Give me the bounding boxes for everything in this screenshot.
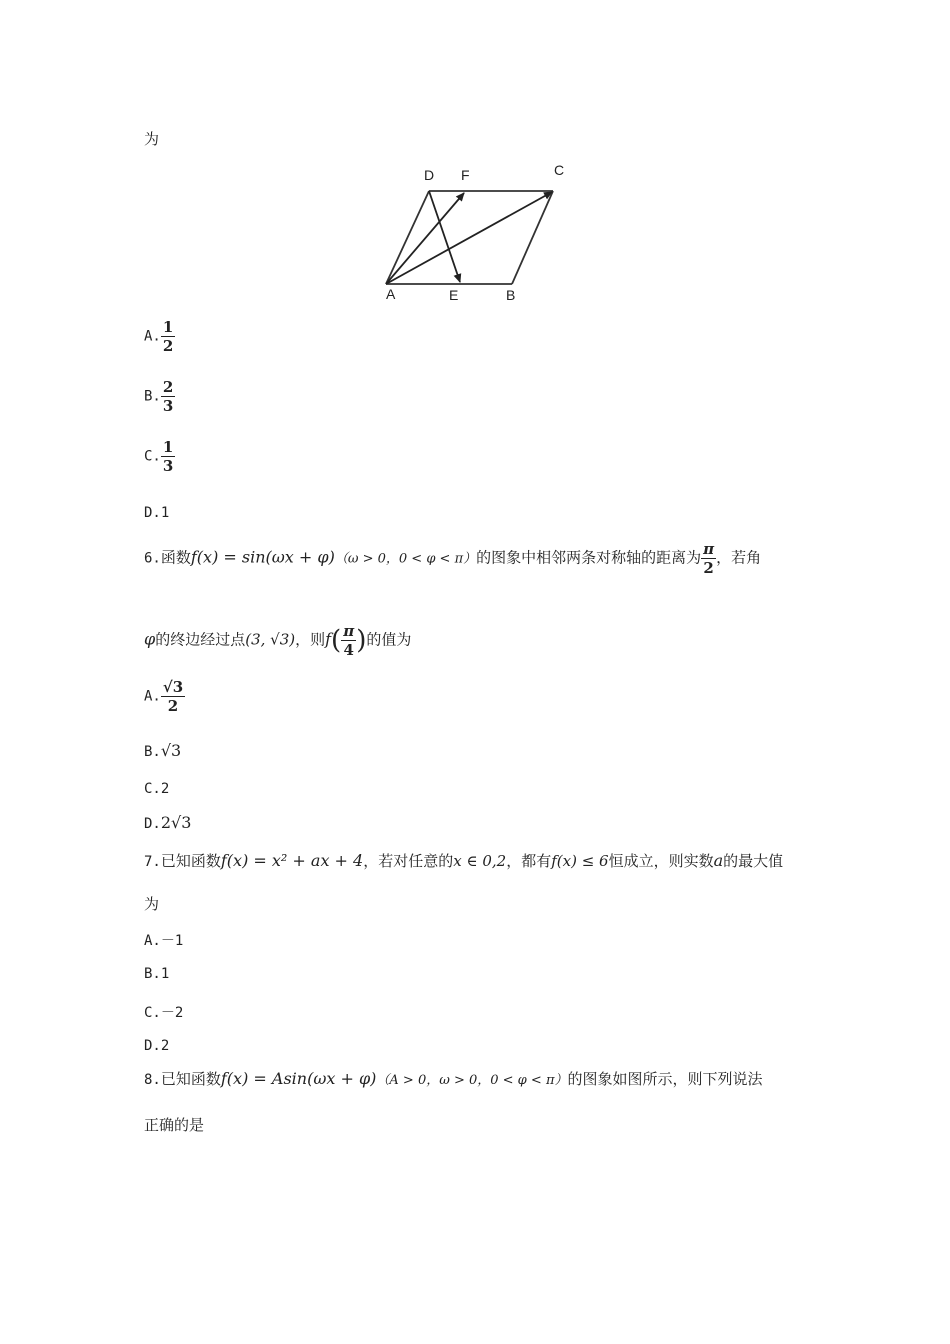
q5-option-c: C. $\frac{1}{3}$ bbox=[144, 438, 174, 475]
q7-option-c: C.－2 bbox=[144, 1005, 184, 1021]
question-number: 7. bbox=[144, 854, 161, 870]
q5-tail-text: 为 bbox=[144, 130, 160, 148]
parallelogram-figure bbox=[376, 160, 576, 310]
fraction-pi-over-4: $\frac{\pi}{4}$ bbox=[343, 622, 355, 659]
question-number: 6. bbox=[144, 550, 161, 567]
q6-option-d: D.2√3 bbox=[144, 813, 192, 832]
label-f: F bbox=[461, 167, 470, 183]
q6-line-2: φ的终边经过点(3, √3)，则f( $\frac{\pi}{4}$ )的值为 bbox=[144, 622, 412, 659]
q5-option-b: B. $\frac{2}{3}$ bbox=[144, 378, 174, 415]
fraction: $\frac{1}{2}$ bbox=[162, 318, 174, 355]
label-e: E bbox=[449, 287, 459, 303]
vector-de bbox=[429, 191, 460, 282]
q7-option-d: D.2 bbox=[144, 1038, 170, 1054]
q5-option-a: A. $\frac{1}{2}$ bbox=[144, 318, 174, 355]
edge-bc bbox=[512, 191, 553, 284]
q7-option-a: A.－1 bbox=[144, 933, 184, 949]
edge-ad bbox=[386, 191, 429, 284]
vector-ac bbox=[386, 192, 552, 284]
point: (3, √3) bbox=[245, 630, 296, 649]
label-c: C bbox=[554, 162, 565, 178]
q6-option-b: B.√3 bbox=[144, 741, 182, 760]
fraction: $\frac{1}{3}$ bbox=[162, 438, 174, 475]
q7-line-1: 7.已知函数f(x) = x² + ax + 4，若对任意的x ∈ 0,2，都有f(x) ≤ 6恒成立，则实数a的最大值 bbox=[144, 851, 784, 870]
label-a: A bbox=[386, 286, 396, 302]
q7-option-b: B.1 bbox=[144, 966, 170, 982]
fraction: $\frac{2}{3}$ bbox=[162, 378, 174, 415]
q8-line-2: 正确的是 bbox=[144, 1116, 205, 1134]
vector-af bbox=[386, 193, 464, 284]
label-b: B bbox=[506, 287, 516, 303]
question-number: 8. bbox=[144, 1072, 161, 1088]
q6-line-1: 6.函数f(x) = sin(ωx + φ)（ω > 0，0 < φ < π）的图象中相邻两条对称轴的距离为 $\frac{\pi}{2}$ ，若角 bbox=[144, 540, 762, 577]
q6-option-a: A. $\frac{√3}{2}$ bbox=[144, 678, 184, 715]
function-expression: f(x) = Asin(ωx + φ) bbox=[220, 1069, 377, 1088]
q5-option-d: D.1 bbox=[144, 505, 170, 521]
condition: （ω > 0，0 < φ < π） bbox=[334, 551, 477, 567]
fraction: $\frac{√3}{2}$ bbox=[162, 678, 184, 715]
condition: （A > 0，ω > 0，0 < φ < π） bbox=[376, 1073, 568, 1088]
q6-option-c: C.2 bbox=[144, 781, 170, 797]
q8-line-1: 8.已知函数f(x) = Asin(ωx + φ)（A > 0，ω > 0，0 < φ < π）的图象如图所示，则下列说法 bbox=[144, 1069, 763, 1088]
fraction-pi-over-2: $\frac{\pi}{2}$ bbox=[703, 540, 715, 577]
function-expression: f(x) = x² + ax + 4 bbox=[220, 851, 364, 870]
q7-line-2: 为 bbox=[144, 895, 160, 913]
function-expression: f(x) = sin(ωx + φ) bbox=[190, 547, 335, 567]
label-d: D bbox=[424, 167, 435, 183]
